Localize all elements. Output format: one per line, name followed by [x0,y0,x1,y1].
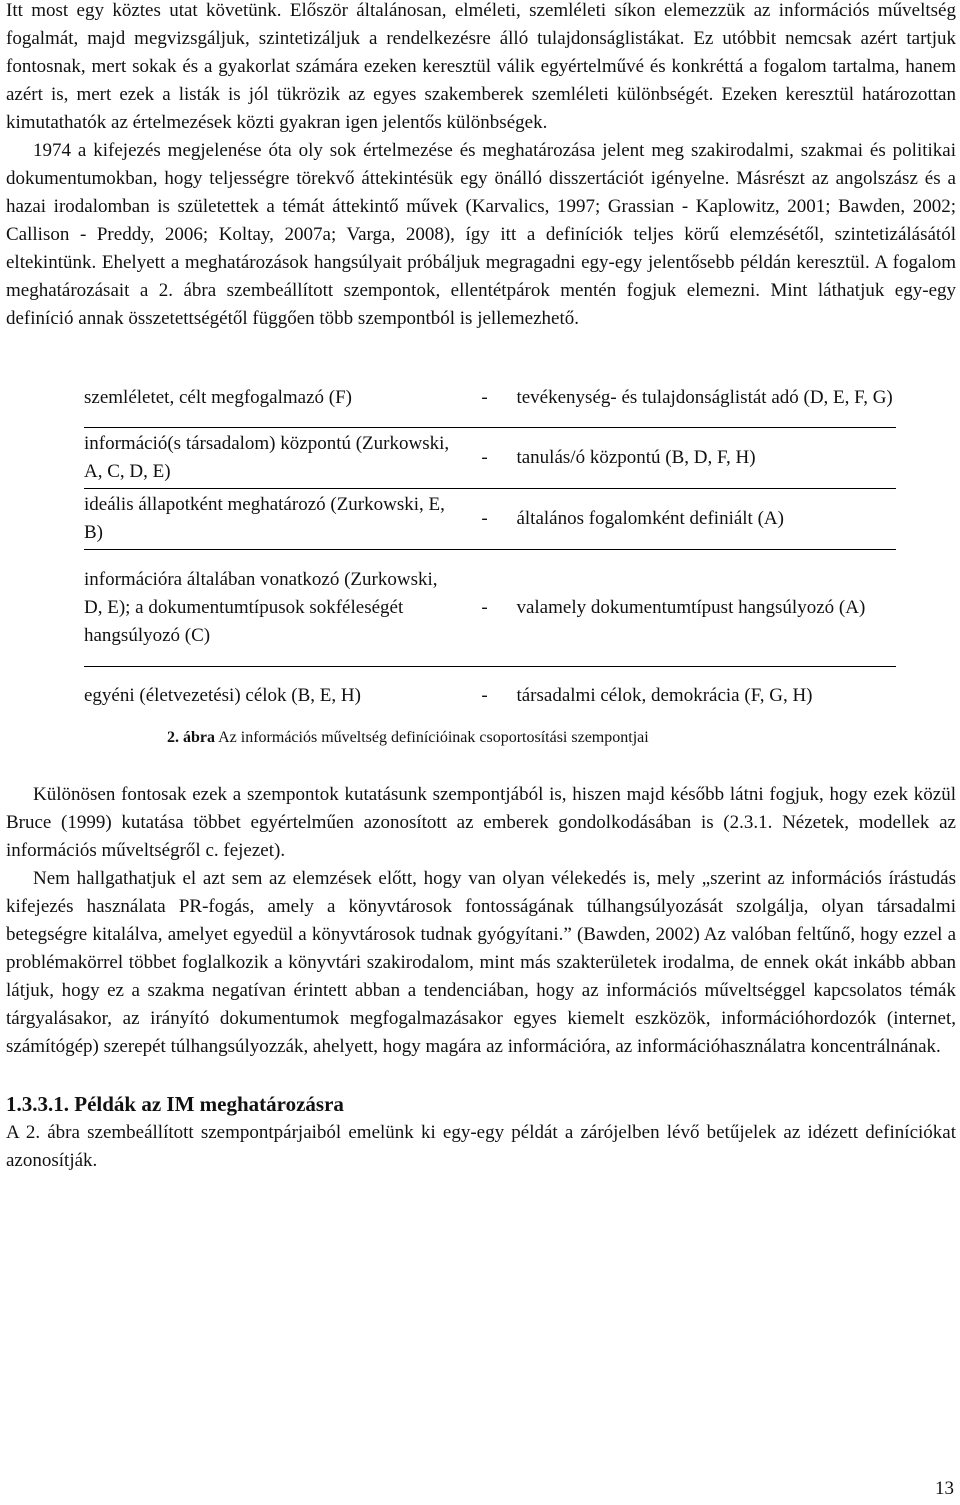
figure-dash: - [481,597,488,618]
figure-left-cell: ideális állapotként meghatározó (Zurkowski, E, B) [84,494,445,543]
figure-left-cell: információ(s társadalom) központú (Zurkowski, A, C, D, E) [84,433,450,482]
figure-row [84,667,896,725]
figure-dash: - [481,387,488,408]
figure-caption [167,727,896,749]
section-heading: 1.3.3.1. Példák az IM meghatározásra [6,1092,344,1116]
figure-left-cell: információra általában vonatkozó (Zurkowski, D, E); a dokumentumtípusok sokféleségét hangsúlyozó (C) [84,569,438,646]
figure-dash: - [481,447,488,468]
figure-2-definition-aspects [84,369,896,749]
figure-right-cell: tanulás/ó központú (B, D, F, H) [516,447,756,468]
figure-caption-text: Az információs műveltség definícióinak csoportosítási szempontjai [215,729,649,746]
paragraph-definitions-history: 1974 a kifejezés megjelenése óta oly sok értelmezése és meghatározása jelent meg szakirodalmi, szakmai és politikai dokumentumokban, hogy teljességre törekvő áttekintésük egy önálló disszertációt igényelne. Másrészt az angolszász és a hazai irodalomban is születettek a témát áttekintő művek (Karvalics, 1997; Grassian - Kaplowitz, 2001; Bawden, 2002; Callison - Preddy, 2006; Koltay, 2007a; Varga, 2008), így itt a definíciók teljes körű elemzésétől, szintetizálásától eltekintünk. Ehelyett a meghatározások hangsúlyait próbáljuk megragadni egy-egy jelentősebb példán keresztül. A fogalom meghatározásait a 2. ábra szembeállított szempontok, ellentétpárok mentén fogjuk elemezni. Mint láthatjuk egy-egy definíció annak összetettségétől függően több szempontból is jellemezhető. [6,140,956,329]
page-number: 13 [935,1478,954,1499]
figure-right-cell: általános fogalomként definiált (A) [516,508,784,529]
figure-right-cell: tevékenység- és tulajdonságlistát adó (D, E, F, G) [516,387,893,408]
figure-caption-label: 2. ábra [167,729,215,746]
figure-left-cell: egyéni (életvezetési) célok (B, E, H) [84,685,361,706]
paragraph-aspects-importance: Különösen fontosak ezek a szempontok kutatásunk szempontjából is, hiszen majd később látni fogjuk, hogy ezek közül Bruce (1999) kutatása többet egyértelműen azonosított az emberek gondolkodásában is (2.3.1. Nézetek, modellek az információs műveltségről c. fejezet). [6,784,956,861]
intro-paragraph: Itt most egy köztes utat követünk. Először általánosan, elméleti, szemléleti síkon elemezzük az információs műveltség fogalmát, majd megvizsgáljuk, szintetizáljuk a rendelkezésre álló tulajdonságlistákat. Ez utóbbit nemcsak azért tartjuk fontosnak, mert sokak és a gyakorlat számára ezeken keresztül válik egyértelművé és konkréttá a fogalom tartalma, hanem azért is, mert ezek a listák is jól tükrözik az egyes szakemberek szemléleti különbségét. Ezeken keresztül határozottan kimutathatók az értelmezések közti gyakran igen jelentős különbségek. [6,0,956,133]
paragraph-examples-intro: A 2. ábra szembeállított szempontpárjaiból emelünk ki egy-egy példát a zárójelben lévő betűjelek az idézett definíciókat azonosítják. [6,1122,956,1171]
figure-dash: - [481,685,488,706]
figure-row [84,428,896,489]
figure-dash: - [481,508,488,529]
figure-row [84,550,896,667]
figure-left-cell: szemléletet, célt megfogalmazó (F) [84,387,352,408]
figure-row [84,489,896,550]
figure-row [84,369,896,428]
paragraph-pr-opinion: Nem hallgathatjuk el azt sem az elemzések előtt, hogy van olyan vélekedés is, mely „szerint az információs írástudás kifejezés használata PR-fogás, amely a könyvtárosok fontosságának túlhangsúlyozását szolgálja, olyan társadalmi betegségre kitalálva, amelyet egyedül a könyvtárosok tudnak gyógyítani.” (Bawden, 2002) Az valóban feltűnő, hogy ezzel a problémakörrel többet foglalkozik a könyvtári szakirodalom, mint más szakterületek irodalma, de ennek okát inkább abban látjuk, hogy ez a szakma negatívan érintett abban a tendenciában, hogy az információs műveltséggel kapcsolatos témák tárgyalásakor, az irányító dokumentumok megfogalmazásakor egyes kiemelt eszközök, információhordozók (internet, számítógép) szerepét túlhangsúlyozzák, ahelyett, hogy magára az információra, az információhasználatra koncentrálnának. [6,868,956,1057]
figure-right-cell: valamely dokumentumtípust hangsúlyozó (A) [516,597,866,618]
document-page [6,0,956,1175]
figure-right-cell: társadalmi célok, demokrácia (F, G, H) [516,685,813,706]
